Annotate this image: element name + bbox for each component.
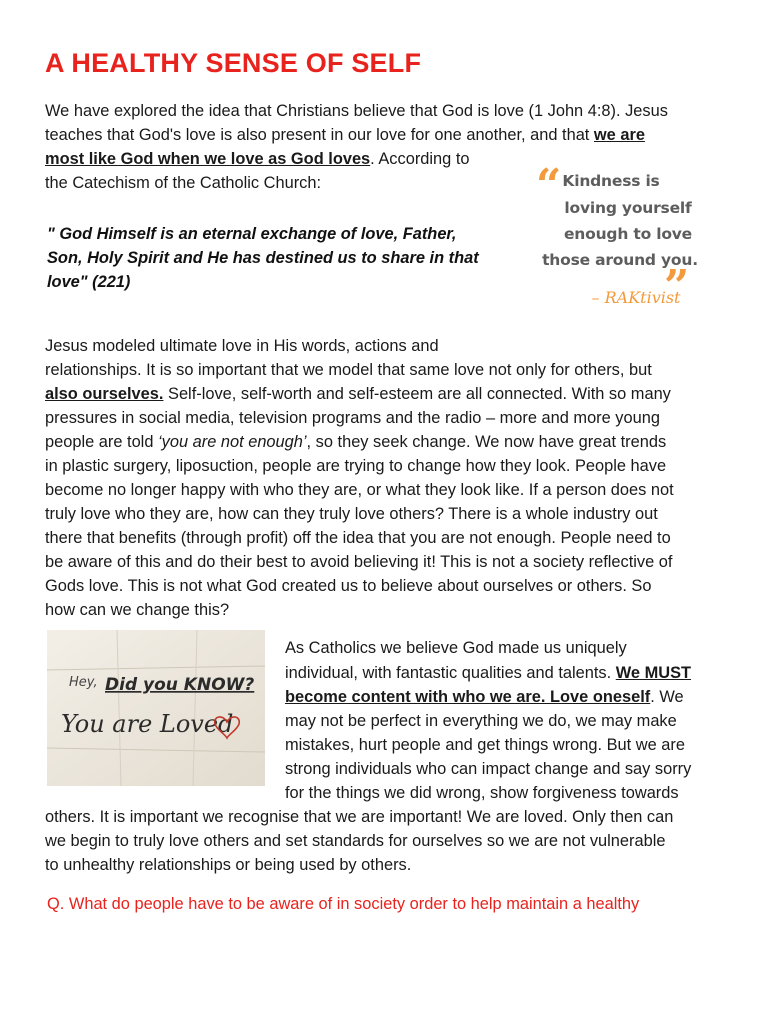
text-line: may not be perfect in everything we do, we may make <box>285 712 677 730</box>
close-quote-icon: ” <box>664 261 690 312</box>
question-text: Q. What do people have to be aware of in society order to help maintain a healthy <box>47 895 640 913</box>
text-line: we begin to truly love others and set standards for ourselves so we are not vulnerable <box>45 832 666 850</box>
emphasis: ‘you are not enough’ <box>158 433 307 451</box>
did-you-know-text: Did you KNOW? <box>105 675 255 695</box>
quote-author: – RAKtivist <box>591 288 681 307</box>
text-line: most like God when we love as God loves. According to <box>45 150 470 168</box>
emphasis: become content with who we are. Love oneself <box>285 688 651 706</box>
quote-line: Kindness is <box>562 172 660 190</box>
text-line: As Catholics we believe God made us uniquely <box>285 639 627 657</box>
text-line: be aware of this and do their best to avoid believing it! This is not a society reflective of <box>45 553 673 571</box>
you-are-loved-image <box>47 630 265 786</box>
quote-line: Son, Holy Spirit and He has destined us to share in that <box>47 249 479 268</box>
hey-text: Hey, <box>69 675 98 690</box>
paper-background <box>47 630 265 786</box>
text-line: become content with who we are. Love oneself. We <box>285 688 684 706</box>
text-line: Gods love. This is not what God created us to believe about ourselves or others. So <box>45 577 652 595</box>
you-are-loved-text: You are Loved <box>61 710 234 738</box>
quote-line: those around you. <box>542 251 698 269</box>
text-line: also ourselves. Self-love, self-worth and self-esteem are all connected. With so many <box>45 385 671 403</box>
emphasis: most like God when we love as God loves <box>45 150 371 168</box>
quote-line: " God Himself is an eternal exchange of love, Father, <box>47 225 457 243</box>
emphasis: We MUST <box>615 664 692 682</box>
text-line: how can we change this? <box>45 601 230 619</box>
text-line: Jesus modeled ultimate love in His words, actions and <box>45 337 439 355</box>
text-line: become no longer happy with who they are, or what they look like. If a person does not <box>45 481 674 499</box>
text-line: the Catechism of the Catholic Church: <box>45 174 322 192</box>
text-line: there that benefits (through profit) off the idea that you are not enough. People need to <box>45 529 671 547</box>
text-line: individual, with fantastic qualities and talents. We MUST <box>285 664 692 682</box>
emphasis: we are <box>593 126 645 144</box>
text-line: teaches that God's love is also present in our love for one another, and that we are <box>45 126 645 144</box>
quote-line: love" (221) <box>47 273 131 292</box>
quote-line: loving yourself <box>564 199 692 217</box>
text-line: in plastic surgery, liposuction, people are trying to change how they look. People have <box>45 457 667 475</box>
text-line: people are told ‘you are not enough’, so they seek change. We now have great trends <box>45 433 667 451</box>
kindness-quote-image <box>536 160 696 320</box>
text-line: for the things we did wrong, show forgiveness towards <box>285 784 679 802</box>
emphasis: also ourselves. <box>45 385 164 403</box>
open-quote-icon: “ <box>536 160 562 211</box>
text-line: others. It is important we recognise that we are important! We are loved. Only then can <box>45 808 674 826</box>
text-line: We have explored the idea that Christians believe that God is love (1 John 4:8). Jesus <box>45 102 668 120</box>
text-line: mistakes, hurt people and get things wrong. But we are <box>285 736 685 754</box>
text-line: to unhealthy relationships or being used by others. <box>45 856 412 874</box>
catechism-quote <box>47 222 517 295</box>
text-line: truly love who they are, how can they truly love others? There is a whole industry out <box>45 505 658 523</box>
text-line: strong individuals who can impact change and say sorry <box>285 760 692 778</box>
quote-line: enough to love <box>564 225 692 243</box>
text-line: pressures in social media, television programs and the radio – more and more young <box>45 409 660 427</box>
page-title: A HEALTHY SENSE OF SELF <box>45 48 422 78</box>
text-line: relationships. It is so important that we model that same love not only for others, but <box>45 361 652 379</box>
